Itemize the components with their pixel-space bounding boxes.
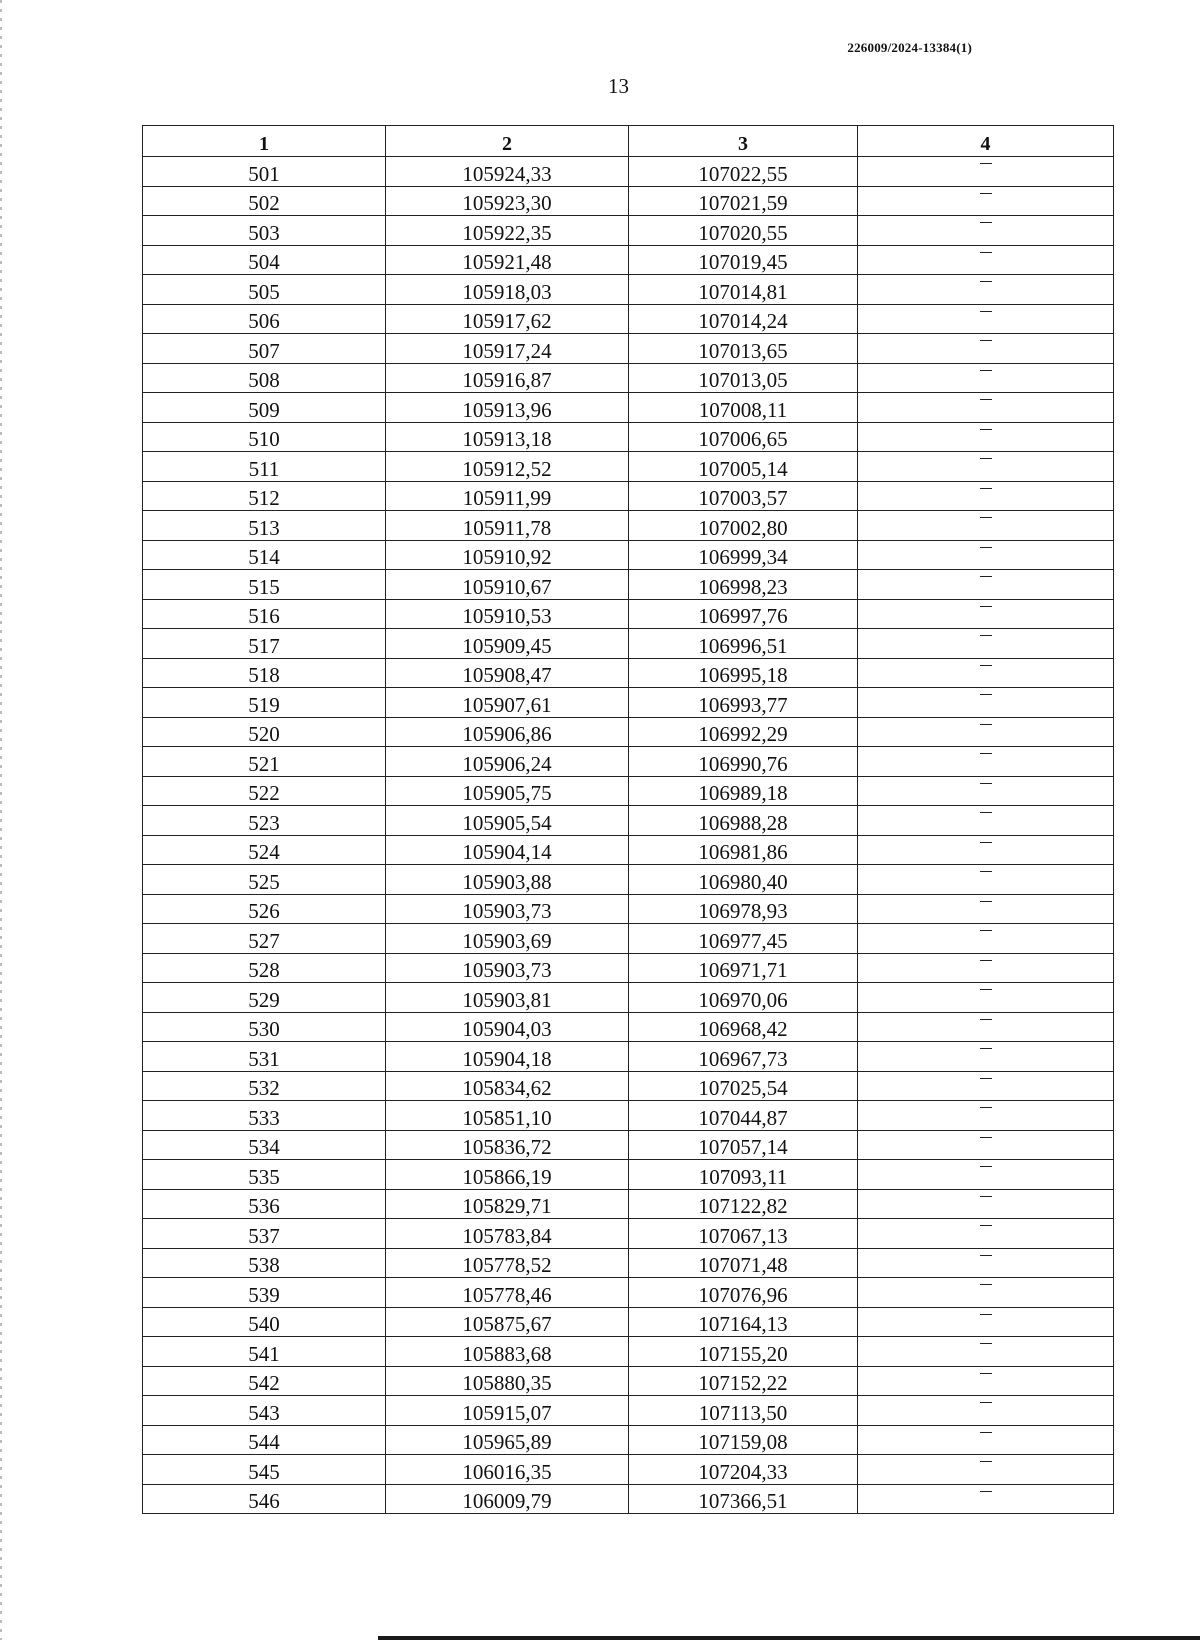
table-cell: 105916,87 (386, 363, 629, 393)
table-cell: 539 (143, 1278, 386, 1308)
table-row (143, 1484, 1114, 1514)
dash-mark (980, 222, 992, 223)
table-cell: 502 (143, 186, 386, 216)
dash-mark (980, 429, 992, 430)
table-cell: 105911,78 (386, 511, 629, 541)
table-cell: 105880,35 (386, 1366, 629, 1396)
table-cell (858, 983, 1114, 1013)
table-row (143, 806, 1114, 836)
table-row (143, 334, 1114, 364)
document-id: 226009/2024-13384(1) (847, 40, 972, 55)
dash-mark (980, 783, 992, 784)
dash-mark (980, 458, 992, 459)
table-cell: 105834,62 (386, 1071, 629, 1101)
table-cell (858, 334, 1114, 364)
table-cell (858, 835, 1114, 865)
table-cell: 107071,48 (629, 1248, 858, 1278)
table-cell: 107155,20 (629, 1337, 858, 1367)
table-row (143, 1455, 1114, 1485)
table-cell: 106998,23 (629, 570, 858, 600)
table-cell: 105875,67 (386, 1307, 629, 1337)
table-row (143, 1278, 1114, 1308)
table-cell: 532 (143, 1071, 386, 1101)
dash-mark (980, 517, 992, 518)
table-row (143, 1189, 1114, 1219)
table-cell: 105911,99 (386, 481, 629, 511)
table-cell (858, 747, 1114, 777)
table-row (143, 599, 1114, 629)
dash-mark (980, 399, 992, 400)
table-cell: 107152,22 (629, 1366, 858, 1396)
table-cell (858, 1396, 1114, 1426)
table-row (143, 747, 1114, 777)
table-row (143, 1219, 1114, 1249)
table-row (143, 393, 1114, 423)
table-row (143, 865, 1114, 895)
dash-mark (980, 930, 992, 931)
table-cell: 508 (143, 363, 386, 393)
dash-mark (980, 488, 992, 489)
table-cell: 511 (143, 452, 386, 482)
table-cell (858, 1160, 1114, 1190)
table-cell: 525 (143, 865, 386, 895)
table-cell: 107093,11 (629, 1160, 858, 1190)
table-row (143, 688, 1114, 718)
table-cell (858, 363, 1114, 393)
table-row (143, 1248, 1114, 1278)
table-cell: 106981,86 (629, 835, 858, 865)
table-cell: 105908,47 (386, 658, 629, 688)
table-cell: 105918,03 (386, 275, 629, 305)
dash-mark (980, 665, 992, 666)
dash-mark (980, 1107, 992, 1108)
dash-mark (980, 1166, 992, 1167)
table-row (143, 1307, 1114, 1337)
dash-mark (980, 252, 992, 253)
table-cell (858, 245, 1114, 275)
table-cell (858, 304, 1114, 334)
table-cell: 106990,76 (629, 747, 858, 777)
table-row (143, 658, 1114, 688)
dash-mark (980, 1314, 992, 1315)
dash-mark (980, 871, 992, 872)
table-cell: 107019,45 (629, 245, 858, 275)
dash-mark (980, 1078, 992, 1079)
table-cell: 107159,08 (629, 1425, 858, 1455)
table-cell: 105836,72 (386, 1130, 629, 1160)
table-cell: 106989,18 (629, 776, 858, 806)
table-cell (858, 452, 1114, 482)
table-cell: 515 (143, 570, 386, 600)
table-cell (858, 393, 1114, 423)
table-cell: 544 (143, 1425, 386, 1455)
table-row (143, 953, 1114, 983)
table-cell (858, 511, 1114, 541)
dash-mark (980, 1225, 992, 1226)
table-cell: 531 (143, 1042, 386, 1072)
table-cell: 535 (143, 1160, 386, 1190)
dash-mark (980, 311, 992, 312)
table-cell: 529 (143, 983, 386, 1013)
dash-mark (980, 163, 992, 164)
dash-mark (980, 1461, 992, 1462)
table-cell: 513 (143, 511, 386, 541)
table-cell: 107076,96 (629, 1278, 858, 1308)
table-cell: 503 (143, 216, 386, 246)
table-row (143, 1101, 1114, 1131)
table-cell: 106993,77 (629, 688, 858, 718)
table-row (143, 481, 1114, 511)
table-row (143, 540, 1114, 570)
dash-mark (980, 635, 992, 636)
table-cell: 106967,73 (629, 1042, 858, 1072)
table-row (143, 363, 1114, 393)
dash-mark (980, 1284, 992, 1285)
coordinates-table (142, 125, 1114, 1514)
dash-mark (980, 1343, 992, 1344)
table-cell: 107067,13 (629, 1219, 858, 1249)
table-cell (858, 776, 1114, 806)
table-cell (858, 570, 1114, 600)
table-cell (858, 806, 1114, 836)
table-cell: 507 (143, 334, 386, 364)
table-cell (858, 1455, 1114, 1485)
table-cell (858, 1071, 1114, 1101)
table-cell (858, 1278, 1114, 1308)
scan-edge (0, 0, 2, 1640)
table-cell: 536 (143, 1189, 386, 1219)
table-cell: 107113,50 (629, 1396, 858, 1426)
table-cell: 509 (143, 393, 386, 423)
table-cell: 105922,35 (386, 216, 629, 246)
table-row (143, 1042, 1114, 1072)
dash-mark (980, 724, 992, 725)
table-cell (858, 1219, 1114, 1249)
table-cell: 520 (143, 717, 386, 747)
table-row (143, 1160, 1114, 1190)
table-row (143, 1366, 1114, 1396)
table-cell (858, 1248, 1114, 1278)
table-cell (858, 953, 1114, 983)
table-cell: 105923,30 (386, 186, 629, 216)
table-cell: 105912,52 (386, 452, 629, 482)
table-cell: 516 (143, 599, 386, 629)
table-cell: 105906,86 (386, 717, 629, 747)
table-cell: 105906,24 (386, 747, 629, 777)
table-cell: 106988,28 (629, 806, 858, 836)
dash-mark (980, 960, 992, 961)
dash-mark (980, 1048, 992, 1049)
table-cell: 105915,07 (386, 1396, 629, 1426)
table-cell (858, 186, 1114, 216)
table-cell: 106968,42 (629, 1012, 858, 1042)
table-cell (858, 1484, 1114, 1514)
table-cell: 107366,51 (629, 1484, 858, 1514)
table-cell: 524 (143, 835, 386, 865)
table-cell: 523 (143, 806, 386, 836)
dash-mark (980, 694, 992, 695)
table-row (143, 1425, 1114, 1455)
table-cell: 107008,11 (629, 393, 858, 423)
column-header: 1 (143, 126, 386, 157)
table-cell (858, 1366, 1114, 1396)
table-cell (858, 894, 1114, 924)
table-cell: 106978,93 (629, 894, 858, 924)
table-cell: 105851,10 (386, 1101, 629, 1131)
table-cell (858, 1307, 1114, 1337)
table-cell: 107014,24 (629, 304, 858, 334)
table-cell: 105903,73 (386, 953, 629, 983)
dash-mark (980, 1432, 992, 1433)
table-row (143, 1396, 1114, 1426)
table-cell: 533 (143, 1101, 386, 1131)
table-cell (858, 1425, 1114, 1455)
table-cell: 106999,34 (629, 540, 858, 570)
table-cell: 107014,81 (629, 275, 858, 305)
table-cell: 105905,75 (386, 776, 629, 806)
table-row (143, 924, 1114, 954)
table-cell: 105904,14 (386, 835, 629, 865)
table-cell: 527 (143, 924, 386, 954)
table-cell: 107002,80 (629, 511, 858, 541)
table-cell: 106977,45 (629, 924, 858, 954)
table-cell: 105778,52 (386, 1248, 629, 1278)
table-cell: 105910,92 (386, 540, 629, 570)
dash-mark (980, 547, 992, 548)
table-cell: 105910,67 (386, 570, 629, 600)
table-row (143, 304, 1114, 334)
table-row (143, 511, 1114, 541)
table-row (143, 1130, 1114, 1160)
table-cell: 107003,57 (629, 481, 858, 511)
table-cell: 105905,54 (386, 806, 629, 836)
dash-mark (980, 1255, 992, 1256)
table-cell: 530 (143, 1012, 386, 1042)
table-row (143, 1012, 1114, 1042)
table-row (143, 1071, 1114, 1101)
table-cell (858, 717, 1114, 747)
table-cell: 505 (143, 275, 386, 305)
table-cell: 105904,18 (386, 1042, 629, 1072)
table-cell: 514 (143, 540, 386, 570)
table-cell: 518 (143, 658, 386, 688)
dash-mark (980, 1019, 992, 1020)
table-cell: 107021,59 (629, 186, 858, 216)
table-cell (858, 924, 1114, 954)
table-row (143, 422, 1114, 452)
table-row (143, 245, 1114, 275)
table-cell (858, 1012, 1114, 1042)
table-header-row (143, 126, 1114, 157)
table-cell (858, 688, 1114, 718)
table-cell: 105903,81 (386, 983, 629, 1013)
table-cell: 517 (143, 629, 386, 659)
dash-mark (980, 370, 992, 371)
table-row (143, 894, 1114, 924)
table-cell: 107122,82 (629, 1189, 858, 1219)
table-cell: 106997,76 (629, 599, 858, 629)
table-cell: 534 (143, 1130, 386, 1160)
table-cell: 105907,61 (386, 688, 629, 718)
table-cell: 546 (143, 1484, 386, 1514)
table-cell: 107204,33 (629, 1455, 858, 1485)
table-cell: 105783,84 (386, 1219, 629, 1249)
dash-mark (980, 901, 992, 902)
table-cell: 538 (143, 1248, 386, 1278)
page-number: 13 (608, 74, 629, 98)
table-row (143, 275, 1114, 305)
table-row (143, 216, 1114, 246)
table-cell: 519 (143, 688, 386, 718)
table-cell: 105903,69 (386, 924, 629, 954)
table-cell: 107020,55 (629, 216, 858, 246)
table-cell: 106970,06 (629, 983, 858, 1013)
table-cell: 107005,14 (629, 452, 858, 482)
table-cell: 540 (143, 1307, 386, 1337)
table-cell: 105910,53 (386, 599, 629, 629)
table-cell (858, 157, 1114, 187)
dash-mark (980, 1373, 992, 1374)
table-cell: 106009,79 (386, 1484, 629, 1514)
table-row (143, 776, 1114, 806)
table-cell (858, 216, 1114, 246)
table-cell (858, 422, 1114, 452)
dash-mark (980, 753, 992, 754)
dash-mark (980, 812, 992, 813)
table-cell: 106016,35 (386, 1455, 629, 1485)
table-cell (858, 1337, 1114, 1367)
table-row (143, 186, 1114, 216)
table-cell: 107057,14 (629, 1130, 858, 1160)
table-cell: 512 (143, 481, 386, 511)
table-cell (858, 865, 1114, 895)
table-cell: 105924,33 (386, 157, 629, 187)
table-row (143, 570, 1114, 600)
table-cell: 522 (143, 776, 386, 806)
table-cell: 510 (143, 422, 386, 452)
table-cell: 107013,05 (629, 363, 858, 393)
table-cell: 105917,24 (386, 334, 629, 364)
table-cell (858, 1042, 1114, 1072)
table-cell (858, 658, 1114, 688)
table-cell: 107013,65 (629, 334, 858, 364)
table-row (143, 629, 1114, 659)
column-header: 2 (386, 126, 629, 157)
table-row (143, 717, 1114, 747)
table-cell: 106971,71 (629, 953, 858, 983)
dash-mark (980, 576, 992, 577)
dash-mark (980, 193, 992, 194)
table-cell: 105965,89 (386, 1425, 629, 1455)
page-bottom-border (378, 1636, 1200, 1640)
dash-mark (980, 1137, 992, 1138)
table-cell: 105904,03 (386, 1012, 629, 1042)
dash-mark (980, 1196, 992, 1197)
table-row (143, 835, 1114, 865)
table-cell (858, 599, 1114, 629)
table-cell: 106980,40 (629, 865, 858, 895)
table-cell (858, 1130, 1114, 1160)
table-row (143, 452, 1114, 482)
table-cell: 528 (143, 953, 386, 983)
table-cell: 504 (143, 245, 386, 275)
table-cell (858, 275, 1114, 305)
table-cell: 537 (143, 1219, 386, 1249)
column-header: 3 (629, 126, 858, 157)
table-cell: 106995,18 (629, 658, 858, 688)
table-cell: 105909,45 (386, 629, 629, 659)
table-cell (858, 540, 1114, 570)
dash-mark (980, 989, 992, 990)
table-cell: 105778,46 (386, 1278, 629, 1308)
table-row (143, 983, 1114, 1013)
dash-mark (980, 606, 992, 607)
table-cell: 105917,62 (386, 304, 629, 334)
table-cell: 526 (143, 894, 386, 924)
table-cell: 107044,87 (629, 1101, 858, 1131)
table-cell: 105903,73 (386, 894, 629, 924)
dash-mark (980, 1491, 992, 1492)
table-cell: 107006,65 (629, 422, 858, 452)
table-cell: 106996,51 (629, 629, 858, 659)
table-body (143, 157, 1114, 1514)
table-cell (858, 1101, 1114, 1131)
table-cell (858, 629, 1114, 659)
table-cell: 543 (143, 1396, 386, 1426)
table-cell: 105829,71 (386, 1189, 629, 1219)
dash-mark (980, 1402, 992, 1403)
column-header: 4 (858, 126, 1114, 157)
table-cell: 105913,96 (386, 393, 629, 423)
table-cell: 107164,13 (629, 1307, 858, 1337)
table-cell: 506 (143, 304, 386, 334)
table-row (143, 1337, 1114, 1367)
table-cell: 105866,19 (386, 1160, 629, 1190)
dash-mark (980, 340, 992, 341)
table-cell (858, 481, 1114, 511)
table-cell: 107022,55 (629, 157, 858, 187)
table-cell: 501 (143, 157, 386, 187)
table-cell: 542 (143, 1366, 386, 1396)
table-cell: 541 (143, 1337, 386, 1367)
table-cell: 105883,68 (386, 1337, 629, 1367)
table-row (143, 157, 1114, 187)
dash-mark (980, 281, 992, 282)
table-cell (858, 1189, 1114, 1219)
table-cell: 521 (143, 747, 386, 777)
dash-mark (980, 842, 992, 843)
table-cell: 545 (143, 1455, 386, 1485)
table-cell: 106992,29 (629, 717, 858, 747)
table-cell: 107025,54 (629, 1071, 858, 1101)
table-cell: 105903,88 (386, 865, 629, 895)
table-cell: 105913,18 (386, 422, 629, 452)
table-cell: 105921,48 (386, 245, 629, 275)
